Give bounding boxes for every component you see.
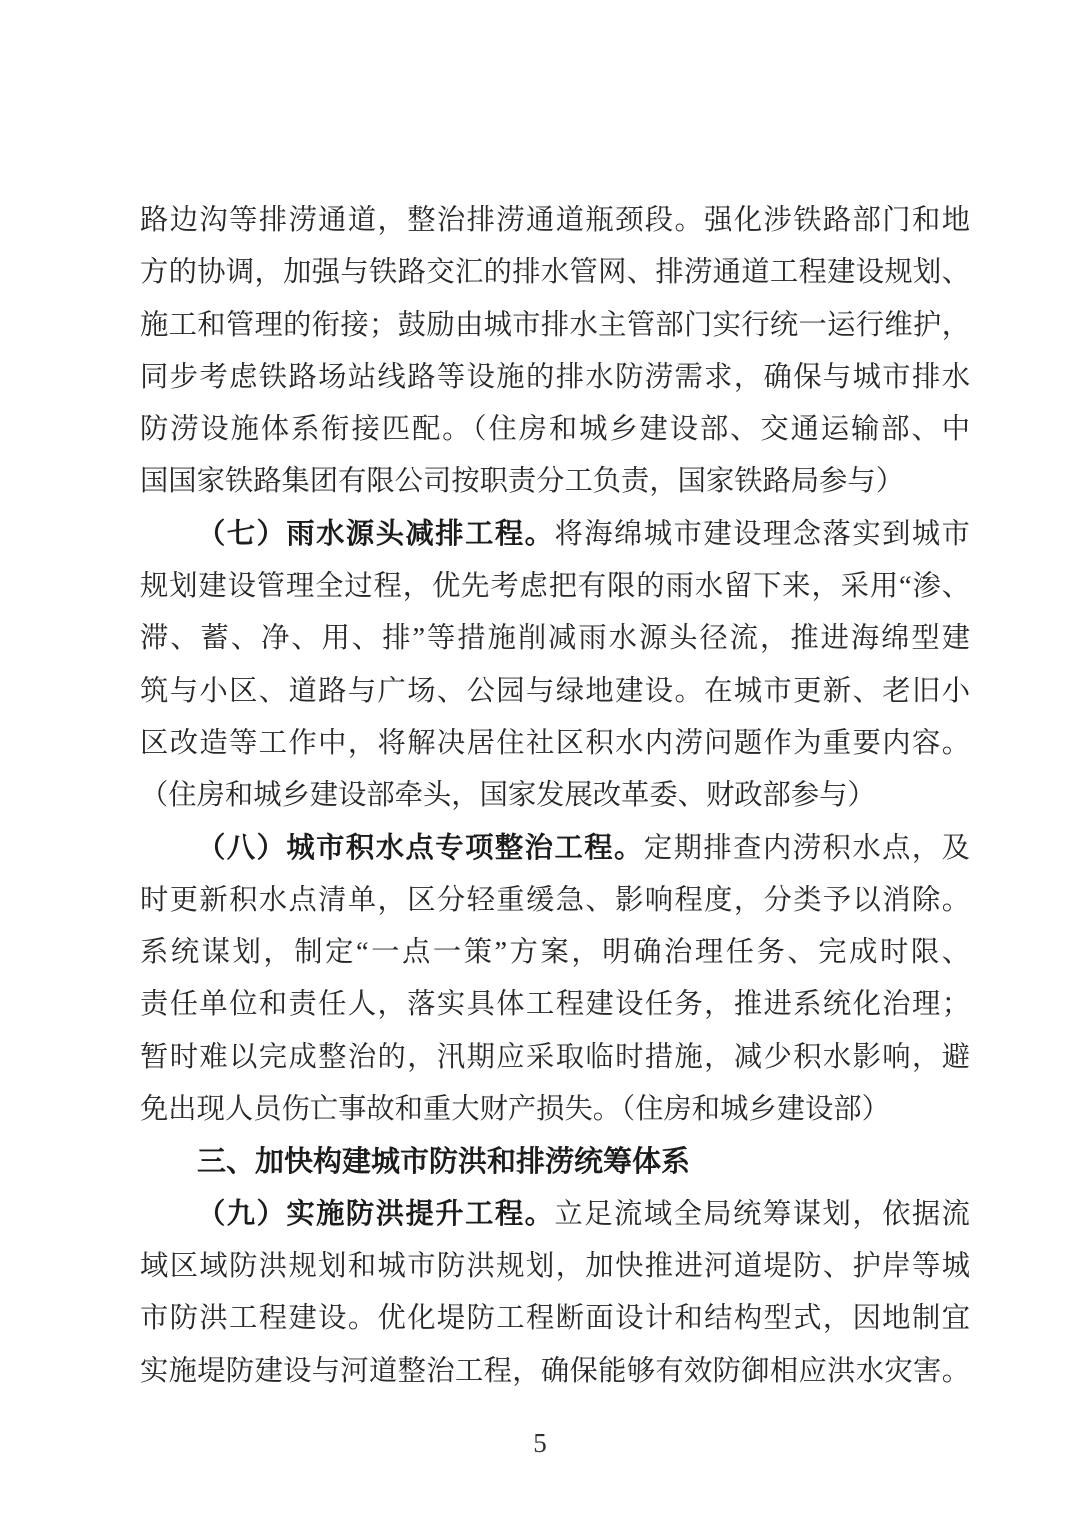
document-line: 滞、蓄、净、用、排”等措施削减雨水源头径流，推进海绵型建: [140, 623, 970, 655]
paragraph-lead: （七）雨水源头减排工程。: [197, 518, 555, 550]
paragraph-lead: （八）城市积水点专项整治工程。: [197, 832, 644, 864]
page-number: 5: [533, 1428, 547, 1458]
document-line: （住房和城乡建设部牵头，国家发展改革委、财政部参与）: [140, 780, 876, 812]
document-line: 路边沟等排涝通道，整治排涝通道瓶颈段。强化涉铁路部门和地: [140, 205, 970, 236]
document-line: （七）雨水源头减排工程。将海绵城市建设理念落实到城市: [197, 518, 970, 550]
paragraph-lead: （九）实施防洪提升工程。: [197, 1198, 555, 1230]
document-line: 筑与小区、道路与广场、公园与绿地建设。在城市更新、老旧小: [140, 675, 970, 707]
document-line: 国国家铁路集团有限公司按职责分工负责，国家铁路局参与）: [140, 466, 905, 498]
document-line: 规划建设管理全过程，优先考虑把有限的雨水留下来，采用“渗、: [140, 571, 970, 603]
document-line: 时更新积水点清单，区分轻重缓急、影响程度，分类予以消除。: [140, 884, 970, 916]
document-line: 域区域防洪规划和城市防洪规划，加快推进河道堤防、护岸等城: [140, 1250, 970, 1282]
document-line: 暂时难以完成整治的，汛期应采取临时措施，减少积水影响，避: [140, 1041, 970, 1073]
document-line: 市防洪工程建设。优化堤防工程断面设计和结构型式，因地制宜: [140, 1303, 970, 1335]
document-body: [140, 195, 970, 1398]
document-line: 防涝设施体系衔接匹配。（住房和城乡建设部、交通运输部、中: [140, 414, 970, 446]
document-line: （九）实施防洪提升工程。立足流域全局统筹谋划，依据流: [197, 1198, 970, 1230]
section-heading: 三、加快构建城市防洪和排涝统筹体系: [197, 1146, 691, 1179]
document-line: 施工和管理的衔接；鼓励由城市排水主管部门实行统一运行维护，: [140, 309, 970, 341]
document-line: 责任单位和责任人，落实具体工程建设任务，推进系统化治理；: [140, 989, 970, 1021]
document-line: 同步考虑铁路场站线路等设施的排水防涝需求，确保与城市排水: [140, 361, 970, 393]
document-line: 方的协调，加强与铁路交汇的排水管网、排涝通道工程建设规划、: [140, 257, 970, 289]
document-line: （八）城市积水点专项整治工程。定期排查内涝积水点，及: [197, 832, 970, 864]
document-line: 免出现人员伤亡事故和重大财产损失。（住房和城乡建设部）: [140, 1094, 890, 1126]
document-line: 系统谋划，制定“一点一策”方案，明确治理任务、完成时限、: [140, 937, 970, 969]
document-line: 实施堤防建设与河道整治工程，确保能够有效防御相应洪水灾害。: [140, 1355, 970, 1387]
document-line: 区改造等工作中，将解决居住社区积水内涝问题作为重要内容。: [140, 727, 970, 759]
